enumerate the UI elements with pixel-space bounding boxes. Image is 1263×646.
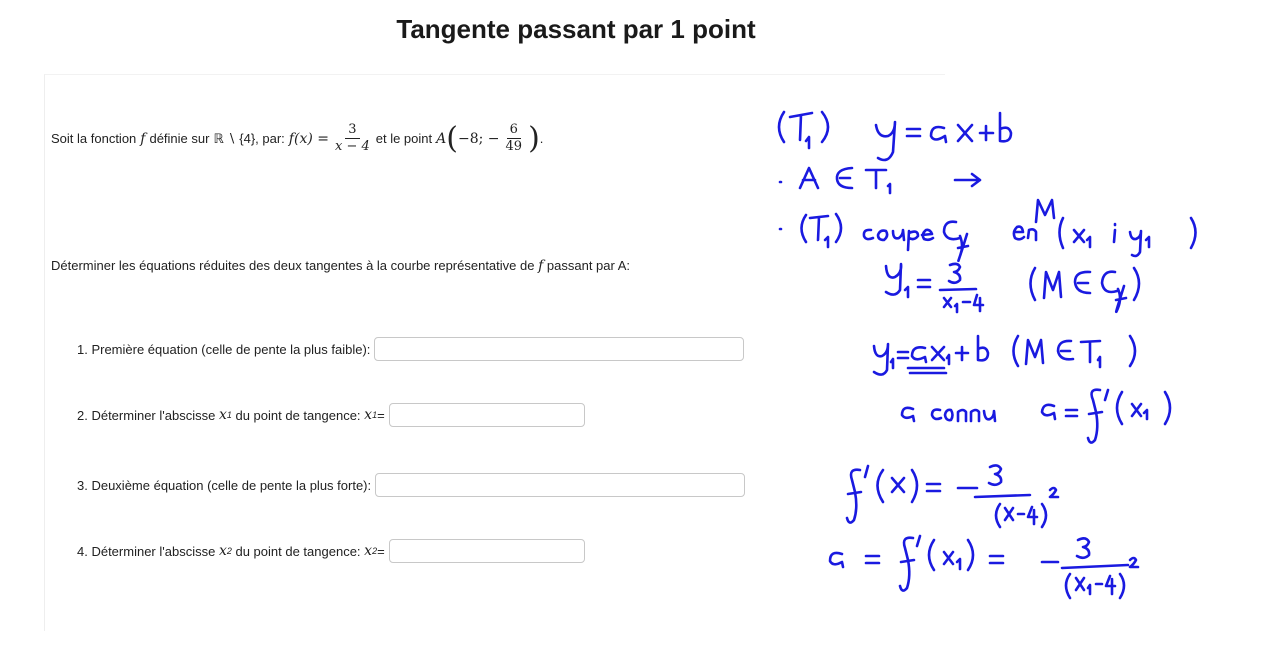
question-function-symbol: f — [538, 258, 544, 274]
item-2-label-after: du point de tangence: — [235, 407, 361, 423]
item-2-eq-sub: 1 — [372, 410, 378, 420]
ink-line-2 — [780, 168, 980, 193]
ink-line-7 — [847, 465, 1058, 527]
item-4-eq: = — [377, 543, 385, 559]
item-2-eq: = — [377, 407, 385, 423]
item-2-sub: 1 — [226, 410, 232, 420]
point-text: et le point — [375, 131, 433, 146]
ink-line-8 — [830, 536, 1138, 598]
item-4-sub: 2 — [226, 546, 232, 556]
point-x: −8; − — [457, 130, 500, 147]
close-paren: ) — [528, 120, 540, 156]
domain-text: ℝ ∖ {4}, par: — [213, 130, 285, 146]
point-name: A — [436, 130, 447, 147]
function-symbol: f — [140, 130, 146, 147]
question-after: passant par A: — [546, 258, 631, 273]
point-y-numerator: 6 — [507, 122, 521, 139]
page-title: Tangente passant par 1 point — [396, 14, 756, 44]
ink-line-1 — [779, 112, 1011, 160]
statement-end: . — [539, 131, 544, 146]
item-4-eq-sub: 2 — [372, 546, 378, 556]
item-2-eq-var: x — [364, 407, 373, 423]
item-4-eq-var: x — [364, 543, 373, 559]
item-4-var: x — [218, 543, 227, 559]
statement-defined-on: définie sur — [149, 131, 210, 146]
ink-line-3 — [780, 200, 1196, 261]
item-1-label: 1. Première équation (celle de pente la plus faible): — [77, 341, 371, 357]
item-4-label-before: 4. Déterminer l'abscisse — [77, 543, 216, 559]
ink-line-4 — [886, 264, 1139, 312]
open-paren: ( — [446, 120, 458, 156]
ink-line-5 — [874, 336, 1135, 375]
item-2-label-before: 2. Déterminer l'abscisse — [77, 407, 216, 423]
item-3-label: 3. Deuxième équation (celle de pente la plus forte): — [77, 477, 372, 493]
item-2-var: x — [218, 407, 227, 423]
ink-line-6 — [902, 390, 1170, 443]
statement-intro: Soit la fonction — [51, 131, 137, 146]
fraction-denominator: x − 4 — [334, 139, 370, 154]
point-y-denominator: 49 — [505, 139, 523, 154]
item-4-label-after: du point de tangence: — [235, 543, 361, 559]
question-before: Déterminer les équations réduites des deux tangentes à la courbe représentative de — [51, 258, 535, 273]
fraction-numerator: 3 — [345, 122, 359, 139]
function-lhs: f(x) = — [288, 130, 329, 147]
